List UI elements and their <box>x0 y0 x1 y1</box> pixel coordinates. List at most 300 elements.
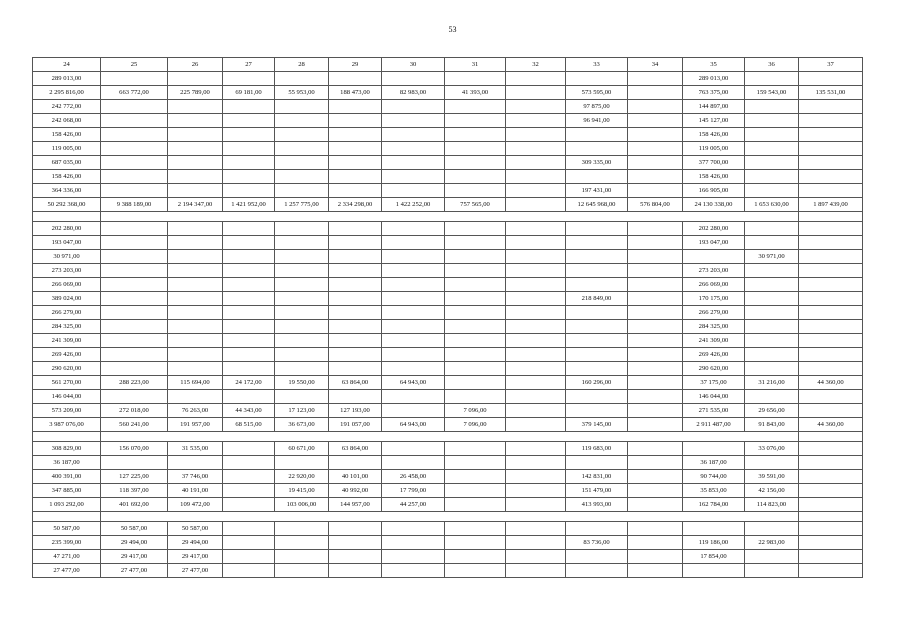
table-cell: 144 957,00 <box>329 498 382 512</box>
table-cell <box>101 184 168 198</box>
table-cell <box>382 550 445 564</box>
table-cell <box>506 348 566 362</box>
header-row <box>33 58 863 72</box>
table-cell: 158 426,00 <box>33 128 101 142</box>
table-cell <box>275 236 329 250</box>
table-cell <box>628 564 683 578</box>
table-cell <box>329 348 382 362</box>
table-cell <box>628 184 683 198</box>
table-cell <box>329 250 382 264</box>
table-cell: 127 193,00 <box>329 404 382 418</box>
table-cell: 69 181,00 <box>223 86 275 100</box>
table-cell: 29 656,00 <box>745 404 799 418</box>
table-cell <box>628 404 683 418</box>
table-row <box>33 184 863 198</box>
table-cell <box>506 470 566 484</box>
table-cell <box>506 456 566 470</box>
separator-cell <box>506 212 566 222</box>
table-cell <box>745 550 799 564</box>
table-cell: 17 123,00 <box>275 404 329 418</box>
table-cell <box>382 292 445 306</box>
table-cell: 266 279,00 <box>683 306 745 320</box>
table-cell <box>329 156 382 170</box>
table-cell <box>506 418 566 432</box>
table-cell: 17 799,00 <box>382 484 445 498</box>
table-cell <box>329 142 382 156</box>
table-cell <box>799 456 863 470</box>
table-cell <box>223 442 275 456</box>
table-cell <box>382 128 445 142</box>
table-cell <box>101 72 168 86</box>
table-cell: 1 897 439,00 <box>799 198 863 212</box>
table-cell <box>101 362 168 376</box>
table-cell <box>382 184 445 198</box>
table-cell <box>566 348 628 362</box>
table-cell <box>223 320 275 334</box>
table-cell <box>382 404 445 418</box>
table-cell <box>506 278 566 292</box>
column-header: 26 <box>168 58 223 72</box>
table-cell <box>445 550 506 564</box>
table-cell <box>506 536 566 550</box>
table-cell: 2 911 487,00 <box>683 418 745 432</box>
table-cell <box>628 390 683 404</box>
table-cell <box>745 184 799 198</box>
table-cell <box>329 114 382 128</box>
table-cell <box>445 72 506 86</box>
table-cell <box>445 236 506 250</box>
table-cell <box>506 334 566 348</box>
separator-cell <box>745 512 799 522</box>
table-cell <box>275 156 329 170</box>
table-cell <box>799 142 863 156</box>
table-cell <box>745 222 799 236</box>
table-cell <box>745 114 799 128</box>
table-cell <box>506 292 566 306</box>
table-cell: 288 223,00 <box>101 376 168 390</box>
table-cell <box>382 156 445 170</box>
table-cell: 33 076,00 <box>745 442 799 456</box>
table-row <box>33 564 863 578</box>
separator-cell <box>745 432 799 442</box>
table-cell <box>445 184 506 198</box>
table-cell <box>223 550 275 564</box>
table-cell <box>628 418 683 432</box>
table-cell <box>445 100 506 114</box>
table-cell <box>445 484 506 498</box>
table-cell: 119 683,00 <box>566 442 628 456</box>
table-cell <box>799 522 863 536</box>
table-cell <box>382 522 445 536</box>
table-cell <box>223 184 275 198</box>
table-cell <box>445 292 506 306</box>
table-cell <box>628 470 683 484</box>
table-cell <box>101 128 168 142</box>
table-cell <box>745 170 799 184</box>
table-row <box>33 72 863 86</box>
table-cell <box>382 72 445 86</box>
column-header: 36 <box>745 58 799 72</box>
table-cell <box>445 522 506 536</box>
table-cell <box>506 376 566 390</box>
table-cell: 96 941,00 <box>566 114 628 128</box>
separator-cell <box>329 432 382 442</box>
table-cell <box>275 550 329 564</box>
table-cell: 30 971,00 <box>745 250 799 264</box>
table-cell <box>799 320 863 334</box>
table-row <box>33 306 863 320</box>
column-header: 32 <box>506 58 566 72</box>
table-cell: 573 595,00 <box>566 86 628 100</box>
table-row <box>33 292 863 306</box>
separator-cell <box>329 512 382 522</box>
table-cell: 24 172,00 <box>223 376 275 390</box>
table-cell <box>329 320 382 334</box>
table-cell <box>223 306 275 320</box>
table-cell <box>275 264 329 278</box>
column-header: 33 <box>566 58 628 72</box>
table-cell <box>168 250 223 264</box>
table-cell: 1 422 252,00 <box>382 198 445 212</box>
table-cell <box>683 250 745 264</box>
section-separator <box>33 432 863 442</box>
table-cell: 763 375,00 <box>683 86 745 100</box>
separator-cell <box>445 512 506 522</box>
table-cell <box>101 250 168 264</box>
table-cell: 50 292 368,00 <box>33 198 101 212</box>
table-cell: 400 391,00 <box>33 470 101 484</box>
table-cell <box>445 278 506 292</box>
table-cell: 576 804,00 <box>628 198 683 212</box>
table-cell: 44 343,00 <box>223 404 275 418</box>
table-cell <box>329 564 382 578</box>
table-cell <box>628 376 683 390</box>
table-cell <box>223 456 275 470</box>
table-cell <box>745 236 799 250</box>
table-cell <box>566 222 628 236</box>
table-cell: 193 047,00 <box>683 236 745 250</box>
table-cell <box>445 320 506 334</box>
table-cell <box>223 72 275 86</box>
table-cell <box>223 114 275 128</box>
table-row <box>33 404 863 418</box>
table-row <box>33 536 863 550</box>
table-cell <box>382 142 445 156</box>
separator-cell <box>799 432 863 442</box>
table-cell: 60 671,00 <box>275 442 329 456</box>
table-cell: 347 885,00 <box>33 484 101 498</box>
separator-cell <box>445 212 506 222</box>
table-cell <box>101 222 168 236</box>
table-cell <box>382 264 445 278</box>
section-separator <box>33 212 863 222</box>
table-cell <box>745 362 799 376</box>
separator-cell <box>168 512 223 522</box>
separator-cell <box>566 212 628 222</box>
table-cell <box>168 264 223 278</box>
table-cell: 144 897,00 <box>683 100 745 114</box>
separator-cell <box>33 212 101 222</box>
table-cell <box>168 306 223 320</box>
table-cell <box>445 334 506 348</box>
separator-cell <box>566 512 628 522</box>
table-cell <box>799 170 863 184</box>
separator-cell <box>101 512 168 522</box>
table-cell: 1 421 952,00 <box>223 198 275 212</box>
table-cell: 44 360,00 <box>799 376 863 390</box>
table-cell <box>566 170 628 184</box>
table-cell <box>799 222 863 236</box>
table-cell <box>329 184 382 198</box>
table-cell <box>628 114 683 128</box>
table-cell: 103 006,00 <box>275 498 329 512</box>
table-cell: 290 620,00 <box>683 362 745 376</box>
table-cell: 146 044,00 <box>33 390 101 404</box>
table-cell <box>101 320 168 334</box>
table-cell <box>445 128 506 142</box>
table-cell <box>628 550 683 564</box>
table-cell <box>628 334 683 348</box>
table-cell <box>445 442 506 456</box>
table-cell <box>506 320 566 334</box>
table-cell <box>506 306 566 320</box>
table-cell <box>628 100 683 114</box>
table-cell: 560 241,00 <box>101 418 168 432</box>
table-cell <box>506 404 566 418</box>
table-cell <box>628 170 683 184</box>
column-header: 35 <box>683 58 745 72</box>
table-cell <box>566 522 628 536</box>
table-cell <box>506 362 566 376</box>
table-cell <box>275 536 329 550</box>
table-cell <box>223 128 275 142</box>
column-header: 30 <box>382 58 445 72</box>
table-row <box>33 522 863 536</box>
table-row <box>33 264 863 278</box>
table-cell: 197 431,00 <box>566 184 628 198</box>
table-cell: 151 479,00 <box>566 484 628 498</box>
table-cell <box>799 292 863 306</box>
table-cell <box>168 128 223 142</box>
table-row <box>33 142 863 156</box>
separator-cell <box>223 512 275 522</box>
table-cell <box>799 470 863 484</box>
table-cell: 36 187,00 <box>33 456 101 470</box>
separator-cell <box>382 512 445 522</box>
table-cell: 271 535,00 <box>683 404 745 418</box>
table-cell <box>275 348 329 362</box>
table-cell <box>628 292 683 306</box>
table-cell <box>745 564 799 578</box>
table-cell: 1 653 630,00 <box>745 198 799 212</box>
table-cell <box>445 264 506 278</box>
table-cell: 284 325,00 <box>683 320 745 334</box>
table-cell <box>628 236 683 250</box>
table-cell <box>329 550 382 564</box>
table-cell: 29 417,00 <box>101 550 168 564</box>
table-cell <box>275 184 329 198</box>
table-row <box>33 156 863 170</box>
table-cell <box>382 456 445 470</box>
table-cell <box>745 292 799 306</box>
table-cell: 158 426,00 <box>33 170 101 184</box>
table-cell: 64 943,00 <box>382 376 445 390</box>
table-cell: 218 849,00 <box>566 292 628 306</box>
table-row <box>33 236 863 250</box>
table-row <box>33 100 863 114</box>
table-cell <box>168 362 223 376</box>
table-cell: 36 187,00 <box>683 456 745 470</box>
separator-cell <box>745 212 799 222</box>
table-cell <box>329 128 382 142</box>
table-cell: 26 458,00 <box>382 470 445 484</box>
table-cell: 90 744,00 <box>683 470 745 484</box>
table-cell <box>799 442 863 456</box>
table-row <box>33 278 863 292</box>
table-cell <box>329 306 382 320</box>
table-cell <box>275 170 329 184</box>
table-cell <box>168 156 223 170</box>
table-cell: 27 477,00 <box>101 564 168 578</box>
table-cell <box>101 292 168 306</box>
table-cell <box>275 522 329 536</box>
table-cell <box>799 114 863 128</box>
table-cell <box>745 456 799 470</box>
table-cell <box>566 320 628 334</box>
table-cell <box>566 250 628 264</box>
table-cell: 235 399,00 <box>33 536 101 550</box>
table-row <box>33 376 863 390</box>
table-cell <box>745 156 799 170</box>
table-cell <box>628 362 683 376</box>
column-header: 24 <box>33 58 101 72</box>
table-cell <box>275 100 329 114</box>
table-cell: 82 983,00 <box>382 86 445 100</box>
table-cell: 158 426,00 <box>683 170 745 184</box>
table-cell: 41 393,00 <box>445 86 506 100</box>
table-cell: 27 477,00 <box>168 564 223 578</box>
table-cell <box>745 320 799 334</box>
table-cell: 37 175,00 <box>683 376 745 390</box>
table-cell <box>275 72 329 86</box>
table-cell <box>628 348 683 362</box>
table-cell <box>506 114 566 128</box>
table-cell <box>168 100 223 114</box>
table-cell: 266 069,00 <box>33 278 101 292</box>
table-cell <box>223 292 275 306</box>
table-cell <box>275 222 329 236</box>
table-cell <box>329 222 382 236</box>
table-cell <box>168 390 223 404</box>
table-cell <box>745 390 799 404</box>
table-cell <box>101 334 168 348</box>
table-cell <box>101 390 168 404</box>
table-cell: 191 957,00 <box>168 418 223 432</box>
table-cell: 290 620,00 <box>33 362 101 376</box>
table-cell: 193 047,00 <box>33 236 101 250</box>
table-cell <box>799 334 863 348</box>
table-row <box>33 86 863 100</box>
table-cell <box>445 142 506 156</box>
separator-cell <box>683 432 745 442</box>
table-cell <box>329 100 382 114</box>
table-cell: 19 550,00 <box>275 376 329 390</box>
table-cell <box>223 522 275 536</box>
table-cell <box>506 264 566 278</box>
table-cell: 7 096,00 <box>445 404 506 418</box>
column-header: 25 <box>101 58 168 72</box>
table-cell: 269 426,00 <box>33 348 101 362</box>
table-cell: 135 531,00 <box>799 86 863 100</box>
table-cell: 309 335,00 <box>566 156 628 170</box>
column-header: 27 <box>223 58 275 72</box>
table-cell <box>506 170 566 184</box>
table-row <box>33 498 863 512</box>
table-cell: 31 535,00 <box>168 442 223 456</box>
table-cell <box>506 564 566 578</box>
separator-cell <box>683 212 745 222</box>
table-cell <box>628 320 683 334</box>
table-cell <box>445 498 506 512</box>
separator-cell <box>566 432 628 442</box>
table-cell <box>799 156 863 170</box>
table-cell: 241 309,00 <box>33 334 101 348</box>
table-cell <box>628 442 683 456</box>
table-cell <box>628 264 683 278</box>
table-cell <box>223 470 275 484</box>
table-cell <box>566 72 628 86</box>
table-cell <box>506 442 566 456</box>
table-cell <box>506 390 566 404</box>
table-cell <box>628 278 683 292</box>
table-cell <box>445 362 506 376</box>
table-cell <box>628 128 683 142</box>
table-cell <box>799 306 863 320</box>
table-cell <box>745 128 799 142</box>
table-cell <box>566 278 628 292</box>
table-cell: 42 156,00 <box>745 484 799 498</box>
table-cell: 97 875,00 <box>566 100 628 114</box>
table-cell: 1 093 292,00 <box>33 498 101 512</box>
table-cell <box>329 292 382 306</box>
table-cell <box>223 564 275 578</box>
table-row <box>33 114 863 128</box>
table-cell: 146 044,00 <box>683 390 745 404</box>
separator-cell <box>168 212 223 222</box>
table-cell <box>382 250 445 264</box>
table-cell <box>275 320 329 334</box>
table-cell <box>799 250 863 264</box>
table-cell <box>566 236 628 250</box>
table-cell <box>275 292 329 306</box>
table-cell: 63 864,00 <box>329 442 382 456</box>
table-cell <box>223 250 275 264</box>
table-cell <box>628 522 683 536</box>
table-body <box>33 58 863 578</box>
section-separator <box>33 512 863 522</box>
table-cell <box>101 456 168 470</box>
table-cell: 2 194 347,00 <box>168 198 223 212</box>
data-table <box>32 57 863 578</box>
table-cell: 272 018,00 <box>101 404 168 418</box>
table-cell: 39 591,00 <box>745 470 799 484</box>
table-cell: 40 101,00 <box>329 470 382 484</box>
table-cell: 119 005,00 <box>683 142 745 156</box>
table-cell: 76 263,00 <box>168 404 223 418</box>
table-cell <box>506 128 566 142</box>
table-cell <box>799 100 863 114</box>
separator-cell <box>329 212 382 222</box>
